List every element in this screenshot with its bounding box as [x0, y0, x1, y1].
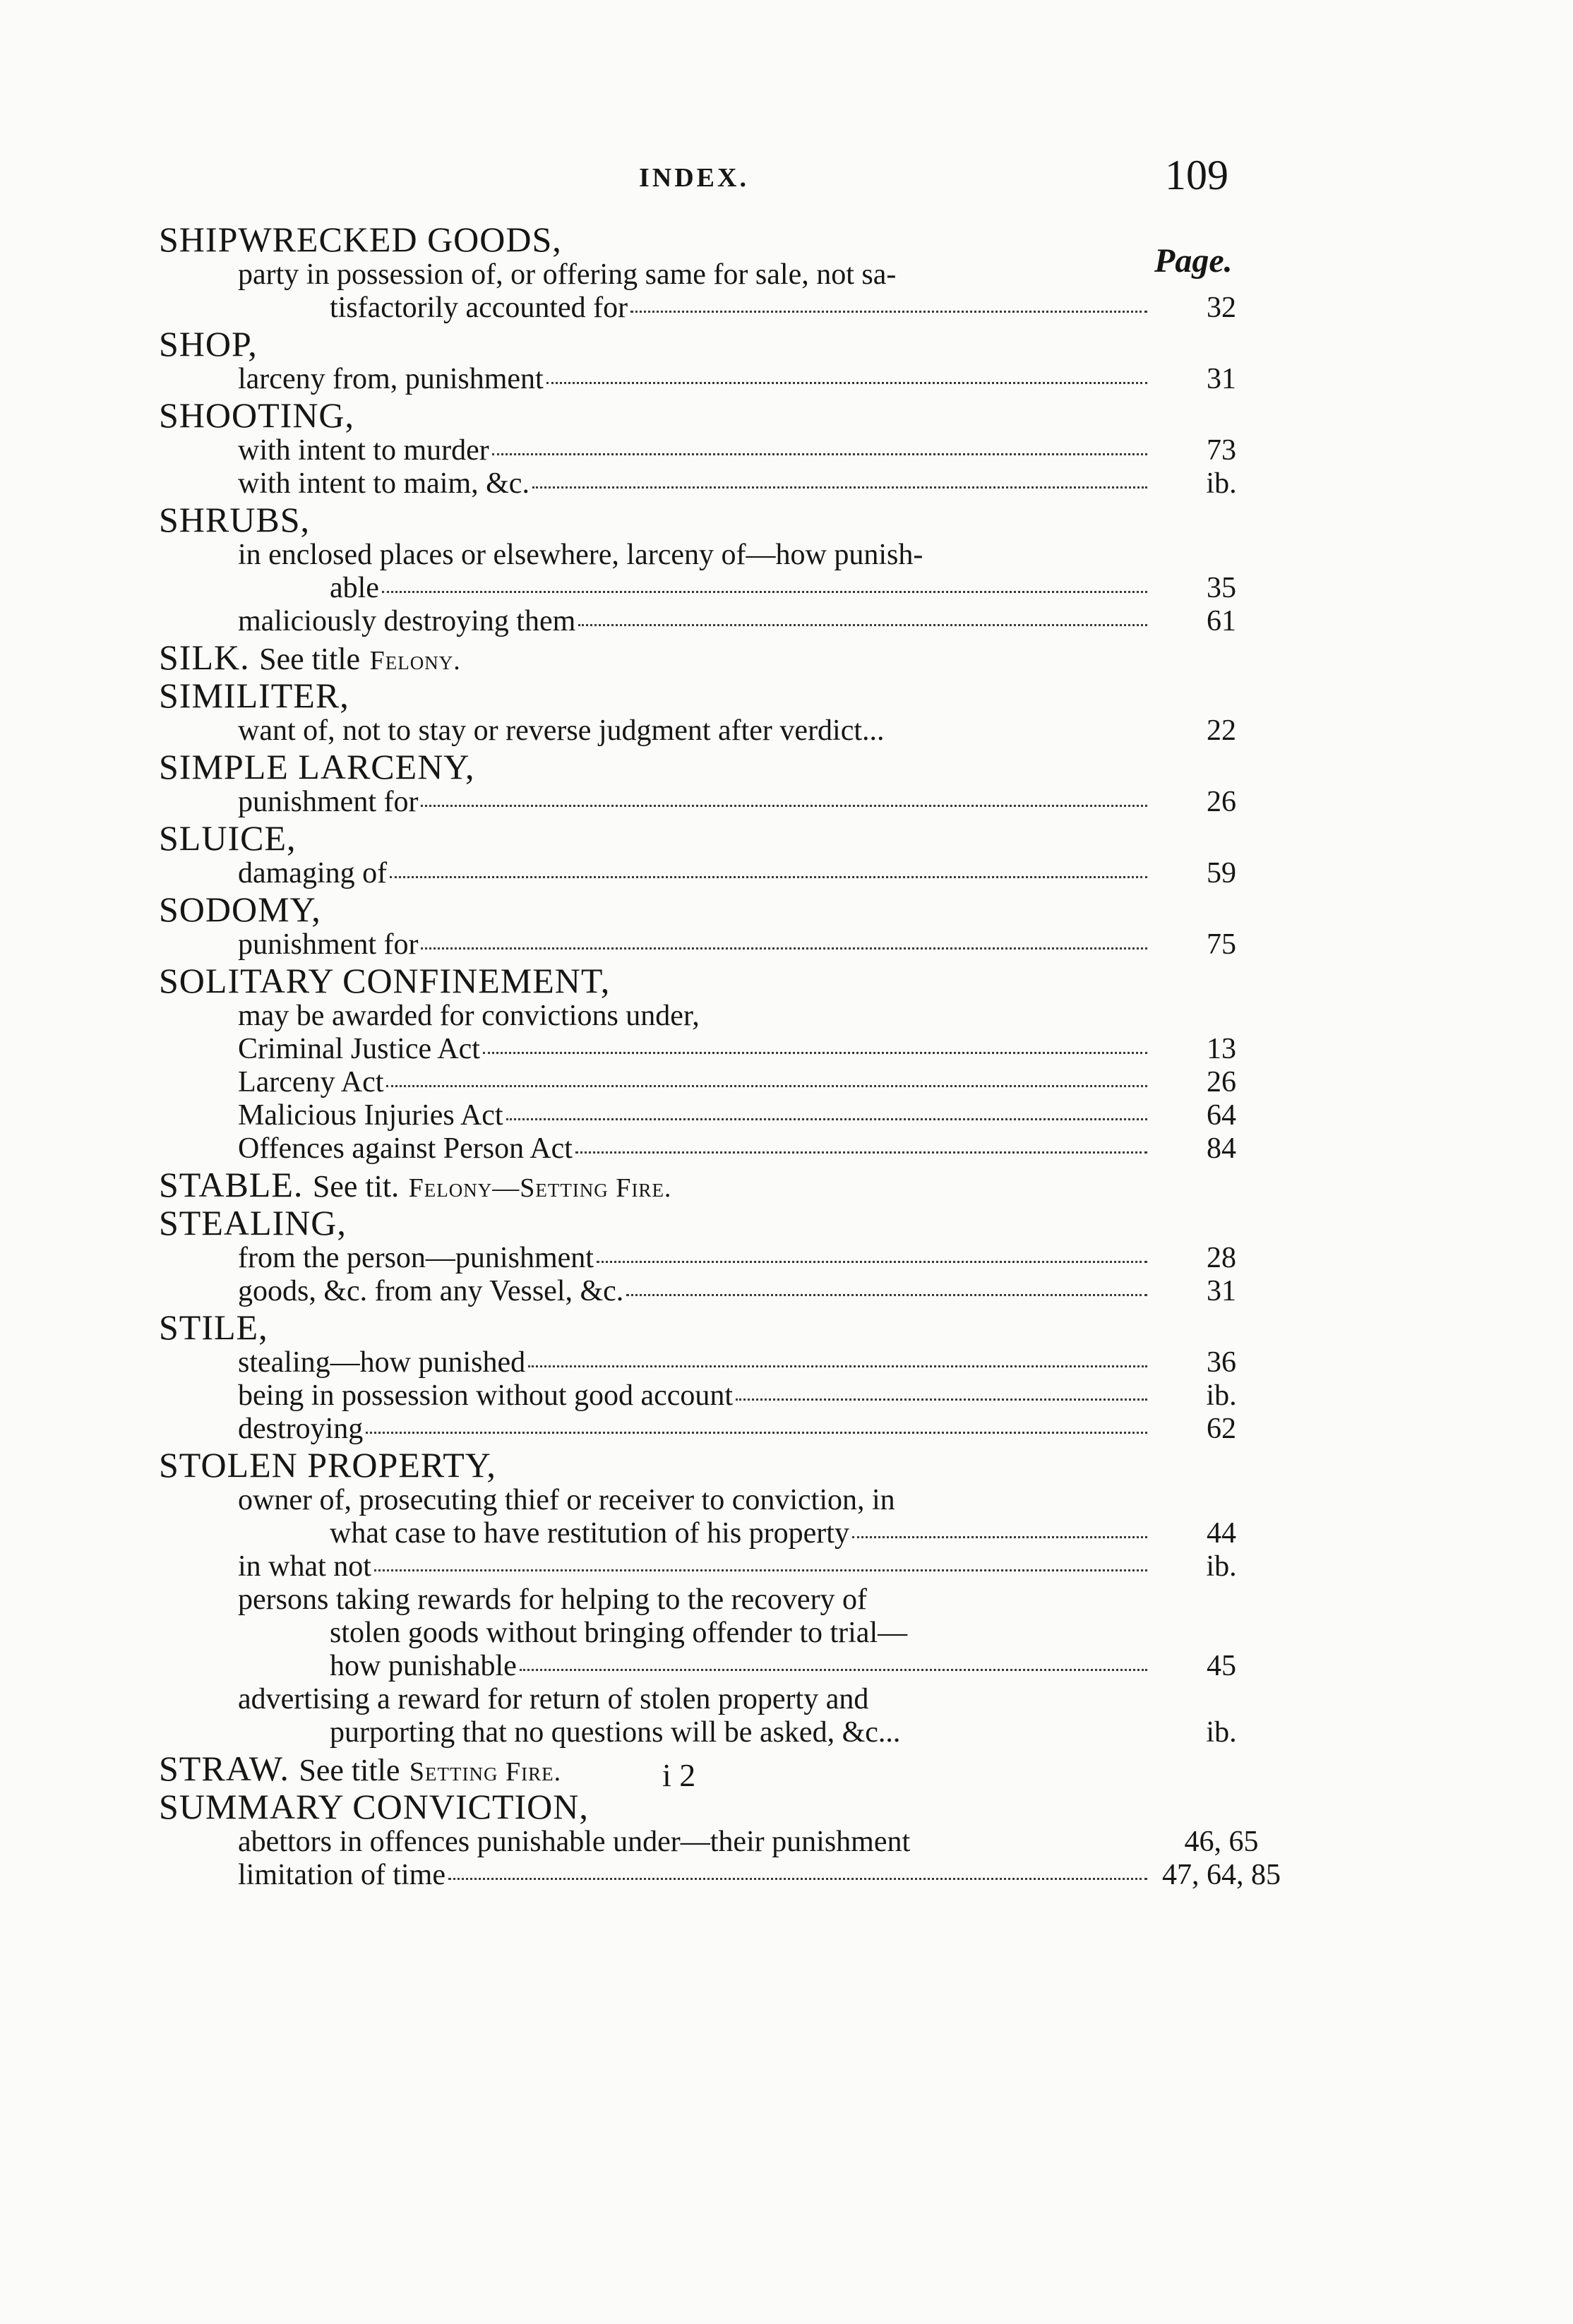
sub-entry-text: what case to have restitution of his property	[330, 1517, 849, 1550]
sub-entry	[159, 1066, 1288, 1099]
page-reference: 47, 64, 85	[1162, 1859, 1281, 1891]
heading-text: STEALING,	[159, 1203, 347, 1242]
sub-entry	[159, 1379, 1288, 1413]
index-entry	[159, 962, 1246, 1166]
entry-heading	[159, 748, 1246, 786]
dot-leader	[532, 486, 1147, 489]
sub-entry-text: in enclosed places or elsewhere, larceny of—how punish-	[238, 539, 923, 571]
page-reference: 28	[1207, 1242, 1236, 1274]
dot-leader	[492, 453, 1147, 455]
dot-leader	[626, 1293, 1147, 1296]
sub-entry	[159, 1826, 1288, 1859]
page-reference: 62	[1207, 1413, 1236, 1445]
page-reference: 26	[1207, 1066, 1236, 1098]
sub-entry	[159, 258, 1288, 292]
page-reference: 46, 65	[1184, 1826, 1259, 1858]
running-head: INDEX.	[639, 163, 749, 193]
sub-entry-text: punishment for	[238, 786, 419, 818]
signature-mark: i 2	[662, 1757, 696, 1793]
page-header	[0, 141, 1573, 212]
index-entry	[159, 676, 1246, 748]
sub-entry-text: with intent to murder	[238, 434, 489, 467]
sub-entry	[159, 1550, 1288, 1583]
heading-text: SHRUBS,	[159, 500, 311, 539]
page-reference: ib.	[1206, 1716, 1237, 1749]
index-entry	[159, 638, 1246, 676]
sub-entry	[159, 1033, 1288, 1066]
sub-entry-text: abettors in offences punishable under—their punishment	[238, 1826, 911, 1858]
page-reference: ib.	[1206, 1550, 1237, 1583]
sub-entry	[159, 857, 1288, 890]
sub-entry-text: larceny from, punishment	[238, 363, 544, 395]
sub-entry-text: in what not	[238, 1550, 371, 1583]
page-reference: 64	[1207, 1099, 1236, 1132]
sub-entry	[159, 467, 1288, 501]
index-entry	[159, 396, 1246, 501]
sub-entry-text: goods, &c. from any Vessel, &c.	[238, 1275, 624, 1307]
entry-heading	[159, 1204, 1246, 1242]
page-reference: 31	[1207, 363, 1236, 395]
dot-leader	[506, 1118, 1147, 1120]
entry-heading	[159, 501, 1246, 539]
sub-entry	[159, 434, 1288, 467]
heading-text: SHOP,	[159, 324, 258, 364]
index-entry	[159, 819, 1246, 890]
see-reference-target: Setting Fire.	[409, 1757, 562, 1787]
index-entry	[159, 501, 1246, 638]
page-reference: 36	[1207, 1346, 1236, 1379]
sub-entry	[159, 1242, 1288, 1275]
dot-leader	[386, 1084, 1147, 1087]
heading-text: SILK.	[159, 637, 250, 677]
page-reference: 61	[1207, 605, 1236, 637]
index-entry	[159, 1787, 1281, 1892]
sub-entry-text: destroying	[238, 1413, 364, 1445]
sub-entry	[159, 1583, 1288, 1617]
heading-text: SODOMY,	[159, 890, 321, 929]
sub-entry-text: able	[330, 572, 379, 604]
dot-leader	[366, 1431, 1147, 1434]
index-entry	[159, 325, 1246, 396]
sub-entry	[159, 572, 1288, 605]
dot-leader	[421, 804, 1147, 807]
page-reference: 35	[1207, 572, 1236, 604]
page-reference: 32	[1207, 292, 1236, 324]
sub-entry-text: how punishable	[330, 1650, 517, 1682]
index-entry	[159, 1204, 1246, 1308]
sub-entry-text: punishment for	[238, 928, 419, 961]
sub-entry	[159, 363, 1288, 396]
sub-entry	[159, 539, 1288, 572]
sub-entry	[159, 1346, 1288, 1379]
see-reference-label: See title	[299, 1753, 400, 1787]
dot-leader	[421, 947, 1147, 950]
sub-entry-text: Malicious Injuries Act	[238, 1099, 503, 1132]
see-reference-label: See tit.	[312, 1169, 400, 1204]
page-reference: 84	[1207, 1132, 1236, 1165]
page-column-label: Page.	[1154, 242, 1233, 280]
heading-text: STABLE.	[159, 1165, 304, 1204]
sub-entry-text: limitation of time	[238, 1859, 445, 1891]
page-reference: 22	[1207, 714, 1236, 747]
heading-text: SHIPWRECKED GOODS,	[159, 220, 562, 259]
page-reference: 13	[1207, 1033, 1236, 1065]
heading-text: STRAW.	[159, 1749, 289, 1788]
sub-entry	[159, 605, 1288, 638]
sub-entry	[159, 1132, 1288, 1166]
sub-entry-text: advertising a reward for return of stolen property and	[238, 1683, 869, 1715]
dot-leader	[736, 1398, 1147, 1401]
dot-leader	[546, 381, 1147, 384]
heading-text: SLUICE,	[159, 818, 297, 858]
sub-entry-text: Criminal Justice Act	[238, 1033, 480, 1065]
entry-heading	[159, 819, 1246, 857]
sub-entry	[159, 1413, 1288, 1446]
sub-entry-text: damaging of	[238, 857, 388, 890]
sub-entry-text: purporting that no questions will be asked, &c...	[330, 1716, 901, 1749]
entry-heading	[159, 1446, 1246, 1484]
sub-entry	[159, 1617, 1288, 1650]
see-reference-label: See title	[259, 642, 361, 676]
index-list	[159, 220, 1281, 1892]
page-reference: ib.	[1206, 467, 1237, 500]
sub-entry	[159, 1650, 1288, 1683]
sub-entry-text: Larceny Act	[238, 1066, 384, 1098]
entry-heading	[159, 325, 1246, 363]
sub-entry-text: may be awarded for convictions under,	[238, 1000, 700, 1032]
index-entry	[159, 1308, 1246, 1446]
entry-heading	[159, 962, 1246, 1000]
sub-entry	[159, 714, 1288, 748]
sub-entry	[159, 1859, 1288, 1892]
sub-entry-text: party in possession of, or offering same for sale, not sa-	[238, 258, 897, 291]
sub-entry-text: want of, not to stay or reverse judgment after verdict...	[238, 714, 885, 747]
sub-entry	[159, 928, 1288, 962]
entry-heading	[159, 1308, 1246, 1346]
dot-leader	[528, 1365, 1147, 1367]
dot-leader	[382, 590, 1147, 593]
sub-entry	[159, 1275, 1288, 1308]
dot-leader	[448, 1877, 1147, 1880]
sub-entry	[159, 1484, 1288, 1517]
sub-entry-text: Offences against Person Act	[238, 1132, 573, 1165]
heading-text: SHOOTING,	[159, 395, 355, 435]
index-entry	[159, 220, 1246, 325]
entry-heading	[159, 638, 1246, 676]
heading-text: SIMILITER,	[159, 676, 349, 715]
sub-entry	[159, 292, 1288, 325]
dot-leader	[575, 1151, 1147, 1154]
sub-entry-text: owner of, prosecuting thief or receiver to conviction, in	[238, 1484, 895, 1516]
entry-heading	[159, 676, 1246, 714]
sub-entry	[159, 1099, 1288, 1132]
sub-entry-text: persons taking rewards for helping to the recovery of	[238, 1583, 868, 1616]
page-reference: 45	[1207, 1650, 1236, 1682]
heading-text: SIMPLE LARCENY,	[159, 747, 475, 786]
page-number: 109	[1165, 152, 1228, 198]
sub-entry	[159, 786, 1288, 819]
heading-text: SUMMARY CONVICTION,	[159, 1787, 589, 1826]
sub-entry-text: maliciously destroying them	[238, 605, 576, 637]
dot-leader	[852, 1535, 1147, 1538]
sub-entry	[159, 1000, 1288, 1033]
dot-leader	[578, 623, 1147, 626]
dot-leader	[390, 875, 1147, 878]
entry-heading	[159, 396, 1246, 434]
entry-heading	[159, 1749, 1246, 1787]
dot-leader	[374, 1569, 1147, 1571]
index-entry	[159, 1446, 1246, 1749]
sub-entry-text: from the person—punishment	[238, 1242, 594, 1274]
page-reference: 59	[1207, 857, 1236, 890]
page-reference: 75	[1207, 928, 1236, 961]
dot-leader	[483, 1051, 1147, 1054]
sub-entry-text: stolen goods without bringing offender to trial—	[330, 1617, 908, 1649]
heading-text: STOLEN PROPERTY,	[159, 1445, 496, 1485]
dot-leader	[520, 1668, 1147, 1671]
heading-text: STILE,	[159, 1307, 268, 1347]
sub-entry	[159, 1716, 1288, 1749]
entry-heading	[159, 890, 1246, 928]
index-entry	[159, 890, 1246, 962]
sub-entry-text: with intent to maim, &c.	[238, 467, 530, 500]
sub-entry	[159, 1517, 1288, 1550]
entry-heading	[159, 1166, 1246, 1204]
page-reference: 73	[1207, 434, 1236, 467]
page-reference: 31	[1207, 1275, 1236, 1307]
index-entry	[159, 1749, 1246, 1787]
heading-text: SOLITARY CONFINEMENT,	[159, 961, 611, 1000]
dot-leader	[630, 310, 1147, 313]
sub-entry-text: being in possession without good account	[238, 1379, 734, 1412]
entry-heading	[159, 220, 1246, 258]
entry-heading	[159, 1787, 1246, 1826]
index-entry	[159, 1166, 1246, 1204]
dot-leader	[597, 1260, 1147, 1263]
sub-entry-text: tisfactorily accounted for	[330, 292, 628, 324]
see-reference-target: Felony—Setting Fire.	[408, 1173, 672, 1203]
see-reference-target: Felony.	[369, 646, 461, 676]
page-reference: 26	[1207, 786, 1236, 818]
sub-entry-text: stealing—how punished	[238, 1346, 526, 1379]
index-entry	[159, 748, 1246, 819]
sub-entry	[159, 1683, 1288, 1716]
page-reference: 44	[1207, 1517, 1236, 1550]
page-reference: ib.	[1206, 1379, 1237, 1412]
